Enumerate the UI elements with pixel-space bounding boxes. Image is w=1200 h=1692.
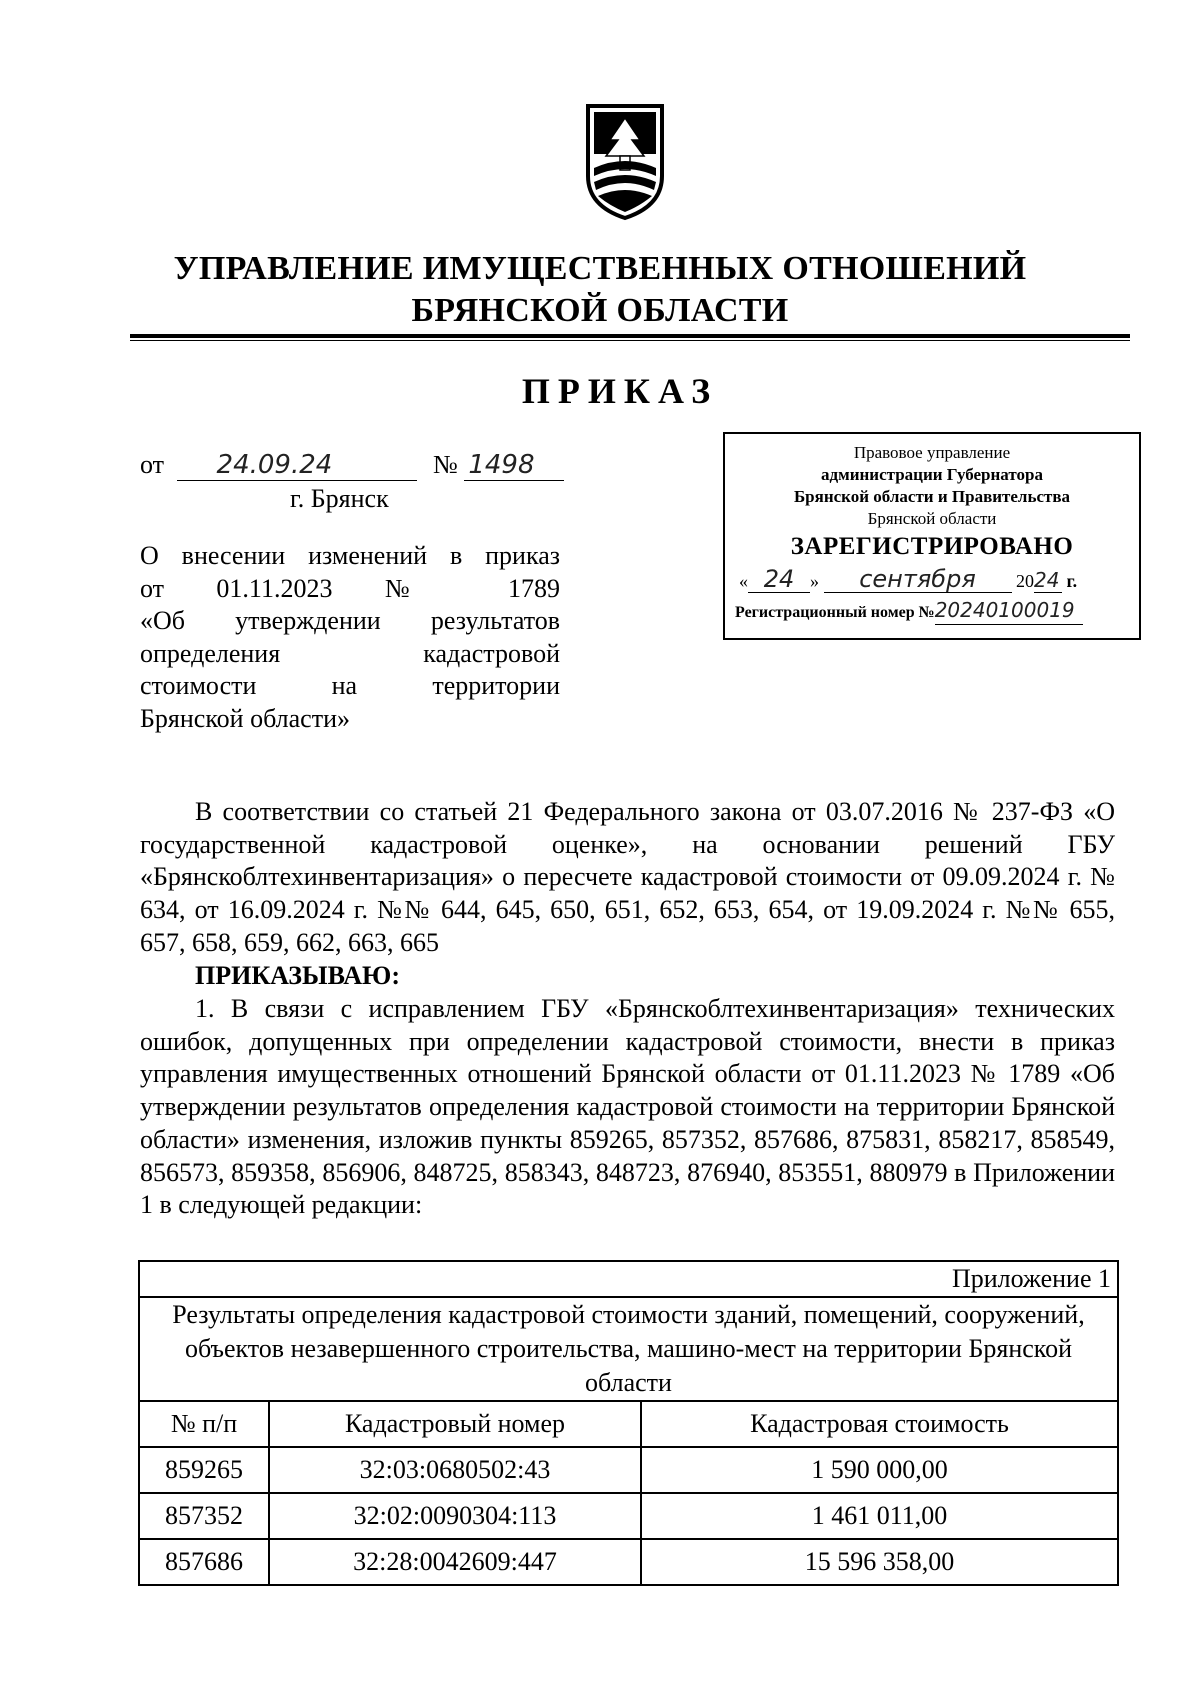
stamp-line3: Брянской области и Правительства xyxy=(793,487,1071,506)
subject-line6: Брянской области» xyxy=(140,703,350,733)
subject-line3: «Об утверждении результатов xyxy=(140,606,560,635)
stamp-month: сентября xyxy=(859,565,976,593)
table-header-row xyxy=(139,1401,1118,1447)
org-name-line2: БРЯНСКОЙ ОБЛАСТИ xyxy=(411,292,789,329)
city: г. Брянск xyxy=(290,484,389,513)
row-index: 857352 xyxy=(139,1493,269,1539)
subject-line2: от 01.11.2023 № 1789 xyxy=(140,573,560,603)
registration-stamp xyxy=(723,432,1141,640)
header-rule-thin xyxy=(130,340,1130,341)
table-row xyxy=(139,1447,1118,1493)
subject-line5: стоимости на территории xyxy=(140,671,560,700)
header-cadastral-number: Кадастровый номер xyxy=(269,1401,641,1447)
row-cadastral-number: 32:03:0680502:43 xyxy=(269,1447,641,1493)
stamp-regnum-label: Регистрационный номер № xyxy=(735,604,935,621)
org-name-line1: УПРАВЛЕНИЕ ИМУЩЕСТВЕННЫХ ОТНОШЕНИЙ xyxy=(173,250,1027,287)
stamp-year-suffix: 24 xyxy=(1034,568,1060,592)
stamp-year-prefix: 20 xyxy=(1016,571,1034,591)
subject-line1: О внесении изменений в приказ xyxy=(140,541,560,570)
stamp-day: 24 xyxy=(763,565,795,593)
table-row xyxy=(139,1539,1118,1585)
preamble-paragraph: В соответствии со статьей 21 Федерального закона от 03.07.2016 № 237-ФЗ «О государственной кадастровой оценке», на основании решений ГБУ «Брянскоблтехинвентаризация» о пересчете кадастровой стоимости от 09.09.2024 г. № 634, от 16.09.2024 г. №№ 644, 645, 650, 651, 652, 653, 654, от 19.09.2024 г. №№ 655, 657, 658, 659, 662, 663, 665 xyxy=(140,797,1115,957)
row-cadastral-value: 15 596 358,00 xyxy=(641,1539,1118,1585)
doc-type-title: ПРИКАЗ xyxy=(521,371,719,411)
number-field xyxy=(464,450,564,481)
header-cadastral-value: Кадастровая стоимость xyxy=(641,1401,1118,1447)
stamp-line2: администрации Губернатора xyxy=(821,465,1043,484)
cadastral-value-table xyxy=(138,1260,1119,1586)
stamp-line1: Правовое управление xyxy=(853,443,1011,462)
row-cadastral-number: 32:02:0090304:113 xyxy=(269,1493,641,1539)
row-index: 857686 xyxy=(139,1539,269,1585)
table-row xyxy=(139,1493,1118,1539)
stamp-regnum-value: 20240100019 xyxy=(934,598,1075,622)
order-subject xyxy=(140,540,560,735)
row-cadastral-value: 1 461 011,00 xyxy=(641,1493,1118,1539)
clause-1-paragraph: 1. В связи с исправлением ГБУ «Брянскоблтехинвентаризация» технических ошибок, допущенных при определении кадастровой стоимости, внести в приказ управления имущественных отношений Брянской области от 01.11.2023 № 1789 «Об утверждении результатов определения кадастровой стоимости на территории Брянской области» изменения, изложив пункты 859265, 857352, 857686, 875831, 858217, 858549, 856573, 859358, 856906, 848725, 858343, 848723, 876940, 853551, 880979 в Приложении 1 в следующей редакции: xyxy=(140,994,1115,1220)
stamp-status: ЗАРЕГИСТРИРОВАНО xyxy=(790,533,1074,560)
subject-line4: определения кадастровой xyxy=(140,638,560,668)
coat-of-arms-icon xyxy=(580,98,670,223)
stamp-line4: Брянской области xyxy=(867,509,997,528)
appendix-label: Приложение 1 xyxy=(139,1261,1118,1297)
date-field xyxy=(177,450,417,481)
header-rule-thick xyxy=(130,334,1130,338)
number-prefix: № xyxy=(433,450,458,479)
row-cadastral-value: 1 590 000,00 xyxy=(641,1447,1118,1493)
date-prefix: от xyxy=(140,450,165,479)
stamp-year-unit: г. xyxy=(1066,571,1078,591)
number-handwritten: 1498 xyxy=(468,450,535,480)
date-handwritten: 24.09.24 xyxy=(216,450,333,480)
table-caption: Результаты определения кадастровой стоимости зданий, помещений, сооружений, объектов незавершенного строительства, машино-мест на территории Брянской области xyxy=(139,1297,1118,1401)
row-cadastral-number: 32:28:0042609:447 xyxy=(269,1539,641,1585)
row-index: 859265 xyxy=(139,1447,269,1493)
stamp-regnum-line xyxy=(725,599,1139,625)
header-index: № п/п xyxy=(139,1401,269,1447)
command-word: ПРИКАЗЫВАЮ: xyxy=(195,961,400,990)
stamp-date-line: « 24 » сентября 2024 г. xyxy=(739,565,1078,593)
order-date-line xyxy=(140,450,564,481)
